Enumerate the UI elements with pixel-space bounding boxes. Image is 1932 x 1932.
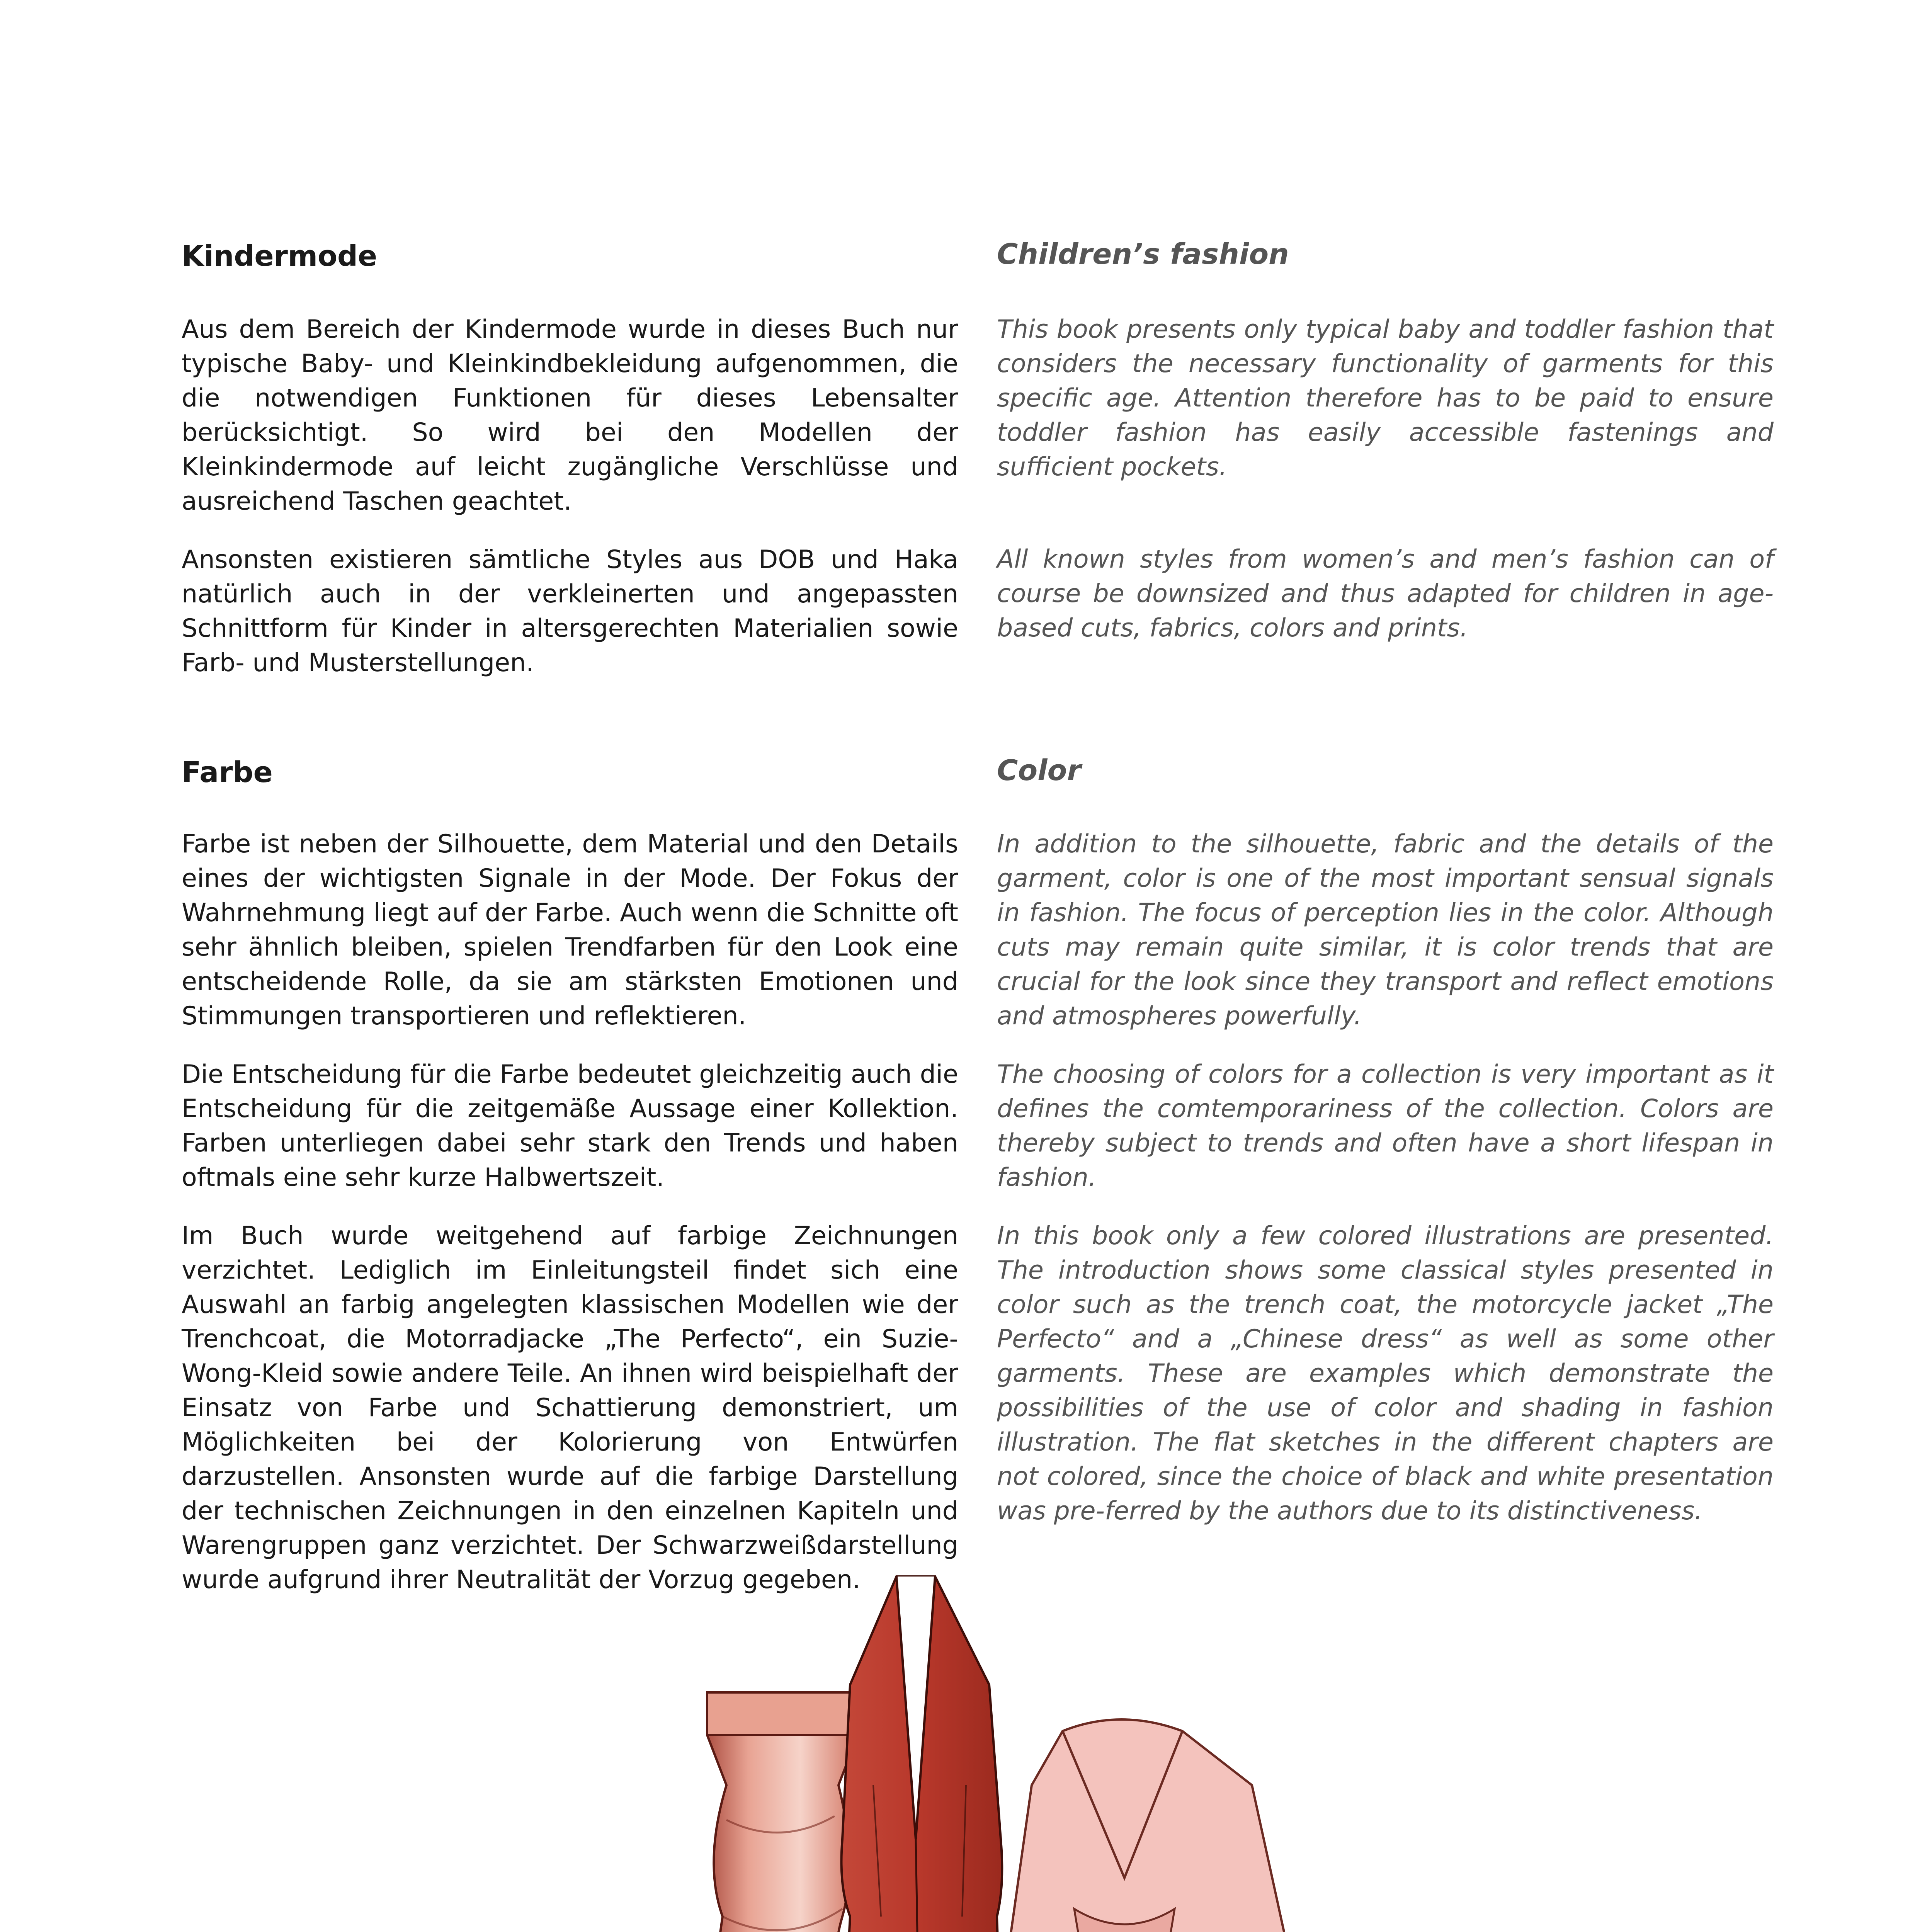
paragraph: Farbe ist neben der Silhouette, dem Material und den Details eines der wichtigsten Signale in der Mode. Der Fokus der Wahrnehmung liegt auf der Farbe. Auch wenn die Schnitte oft sehr ähnlich bleiben, spielen Trendfarben für den Look eine entscheidende Rolle, da sie am stärksten Emotionen und Stimmungen transportieren und reflektieren.	[182, 830, 958, 1031]
paragraph: Ansonsten existieren sämtliche Styles aus DOB und Haka natürlich auch in der verkleinerten und angepassten Schnittform für Kinder in altersgerechten Materialien sowie Farb- und Musterstellungen.	[182, 545, 958, 677]
heading-kindermode: Kindermode	[182, 240, 378, 273]
tie-front-dress-icon	[974, 1719, 1345, 1932]
heading-color: Color	[997, 754, 1081, 787]
color-en-text	[997, 827, 1774, 1528]
childrens-fashion-en-text	[997, 312, 1774, 645]
fashion-illustration	[657, 1569, 1430, 1932]
paragraph: In addition to the silhouette, fabric and the details of the garment, color is one of the most important sensual signals in fashion. The focus of perception lies in the color. Although cuts may remain quite similar, it is color trends that are crucial for the look since they transport and reflect emotions and atmospheres powerfully.	[997, 830, 1774, 1031]
paragraph: All known styles from women’s and men’s fashion can of course be downsized and thus adapted for children in age-based cuts, fabrics, colors and prints.	[997, 545, 1774, 643]
paragraph: In this book only a few colored illustrations are presented. The introduction shows some classical styles presented in color such as the trench coat, the motorcycle jacket „The Perfecto“ and a „Chinese dress“ as well as some other garments. These are examples which demonstrate the possibilities of the use of color and shading in fashion illustration. The flat sketches in the different chapters are not colored, since the choice of black and white presentation was pre-ferred by the authors due to its distinctiveness.	[997, 1221, 1774, 1526]
heading-farbe: Farbe	[182, 756, 273, 789]
paragraph: Aus dem Bereich der Kindermode wurde in dieses Buch nur typische Baby- und Kleinkindbekleidung aufgenommen, die die notwendigen Funktionen für dieses Lebensalter berücksichtigt. So wird bei den Modellen der Kleinkindermode auf leicht zugängliche Verschlüsse und ausreichend Taschen geachtet.	[182, 315, 958, 516]
paragraph: Die Entscheidung für die Farbe bedeutet gleichzeitig auch die Entscheidung für die zeitgemäße Aussage einer Kollektion. Farben unterliegen dabei sehr stark den Trends und haben oftmals eine sehr kurze Halbwertszeit.	[182, 1060, 958, 1192]
kindermode-de-text	[182, 312, 958, 680]
paragraph: This book presents only typical baby and toddler fashion that considers the necessary functionality of garments for this specific age. Attention therefore has to be paid to ensure toddler fashion has easily accessible fastenings and sufficient pockets.	[997, 315, 1774, 481]
farbe-de-text	[182, 827, 958, 1597]
heading-childrens-fashion: Children’s fashion	[997, 238, 1289, 271]
paragraph: Im Buch wurde weitgehend auf farbige Zeichnungen verzichtet. Lediglich im Einleitungsteil findet sich eine Auswahl an farbig angelegten klassischen Modellen wie der Trenchcoat, die Motorradjacke „The Perfecto“, ein Suzie-Wong-Kleid sowie andere Teile. An ihnen wird beispielhaft der Einsatz von Farbe und Schattierung demonstriert, um Möglichkeiten bei der Kolorierung von Entwürfen darzustellen. Ansonsten wurde auf die farbige Darstellung der technischen Zeichnungen in den einzelnen Kapiteln und Warengruppen ganz verzichtet. Der Schwarzweißdarstellung wurde aufgrund ihrer Neutralität der Vorzug gegeben.	[182, 1221, 958, 1594]
paragraph: The choosing of colors for a collection is very important as it defines the comtemporariness of the collection. Colors are thereby subject to trends and often have a short lifespan in fashion.	[997, 1060, 1774, 1192]
